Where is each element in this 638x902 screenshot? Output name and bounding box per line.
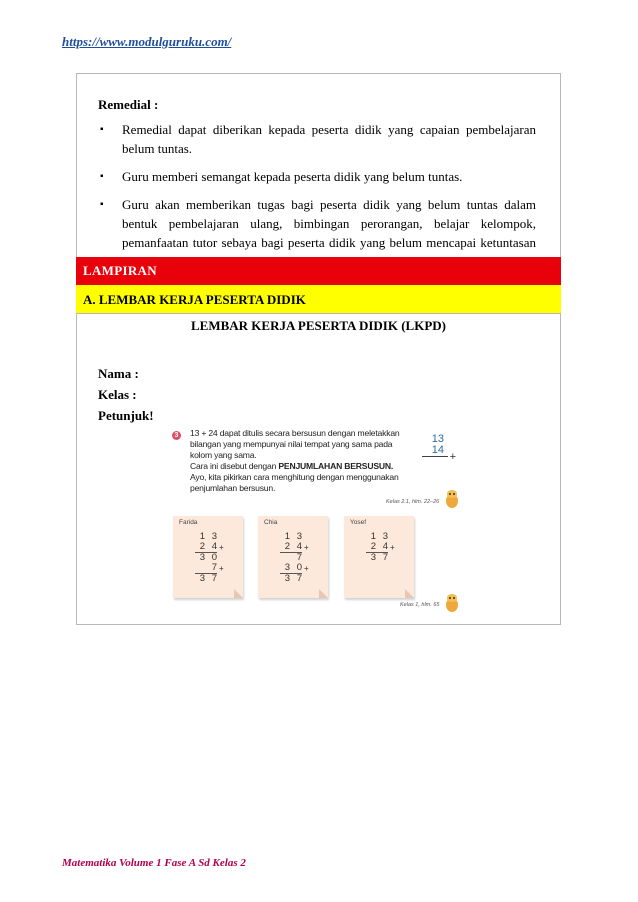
textbook-instruction	[190, 428, 408, 494]
lampiran-heading: LAMPIRAN	[83, 263, 157, 278]
sum-bottom-number: 14	[431, 444, 444, 456]
footer-text: Matematika Volume 1 Fase A Sd Kelas 2	[62, 857, 246, 869]
instruction-bold-term: PENJUMLAHAN BERSUSUN.	[278, 461, 394, 471]
plus-sign: +	[304, 564, 309, 573]
instruction-line: 13 + 24 dapat ditulis secara bersusun dengan meletakkan	[190, 428, 400, 438]
vertical-sum-example	[422, 433, 456, 467]
lampiran-band	[76, 257, 561, 285]
book-reference-2: Kelas 1, hlm. 65	[400, 602, 440, 608]
card-name: Chia	[264, 519, 278, 526]
card-row: 2 4	[370, 541, 390, 552]
problem-number-badge: 3	[172, 431, 181, 440]
card-name: Farida	[179, 519, 198, 526]
card-row: 1 3	[284, 531, 304, 542]
header-url-link[interactable]: https://www.modulguruku.com/	[62, 34, 232, 49]
page-fold	[405, 589, 414, 598]
card-row: 3 0	[284, 562, 304, 573]
plus-sign: +	[449, 451, 456, 463]
card-name: Yosef	[350, 519, 367, 526]
remedial-list	[98, 120, 536, 280]
card-row: 1 3	[199, 531, 219, 542]
bullet-icon: ▪	[100, 199, 104, 210]
plus-sign: +	[304, 543, 309, 552]
lembar-band	[76, 285, 561, 314]
instruction-line: kolom yang sama.	[190, 450, 257, 460]
instruction-line	[190, 461, 408, 472]
remedial-item-text: Guru memberi semangat kepada peserta didik yang belum tuntas.	[122, 169, 463, 184]
nama-label: Nama :	[98, 366, 139, 381]
card-row: 2 4	[284, 541, 304, 552]
card-chia	[258, 516, 328, 598]
remedial-item	[98, 120, 536, 158]
plus-sign: +	[390, 543, 395, 552]
remedial-title: Remedial :	[98, 97, 159, 112]
lembar-heading: A. LEMBAR KERJA PESERTA DIDIK	[83, 292, 306, 307]
instruction-line: Ayo, kita pikirkan cara menghitung dengan menggunakan	[190, 472, 399, 482]
instruction-line: bilangan yang mempunyai nilai tempat yang sama pada	[190, 439, 393, 449]
remedial-item-text: Remedial dapat diberikan kepada peserta didik yang capaian pembelajaran belum tuntas.	[122, 122, 536, 156]
remedial-item	[98, 167, 536, 186]
card-row: 3 7	[370, 552, 390, 563]
book-reference-1: Kelas 2.1, hlm. 22–26	[386, 499, 440, 505]
kelas-label: Kelas :	[98, 387, 137, 402]
petunjuk-label: Petunjuk!	[98, 408, 154, 423]
sum-top-number: 13	[431, 433, 444, 445]
plus-sign: +	[219, 543, 224, 552]
card-row: 3 0	[199, 552, 219, 563]
sum-rule	[422, 456, 448, 457]
card-row: 7	[296, 552, 304, 563]
lkpd-title: LEMBAR KERJA PESERTA DIDIK (LKPD)	[191, 318, 446, 333]
instruction-segment: Cara ini disebut dengan	[190, 461, 277, 471]
card-row: 3 7	[284, 573, 304, 584]
plus-sign: +	[219, 564, 224, 573]
page-fold	[234, 589, 243, 598]
instruction-line: penjumlahan bersusun.	[190, 483, 276, 493]
card-row: 7	[211, 562, 219, 573]
card-farida	[173, 516, 243, 598]
mascot-icon	[444, 490, 460, 510]
textbook-excerpt-image	[168, 428, 468, 624]
mascot-icon	[444, 594, 460, 614]
card-row: 2 4	[199, 541, 219, 552]
page-fold	[319, 589, 328, 598]
card-row: 3 7	[199, 573, 219, 584]
card-yosef	[344, 516, 414, 598]
bullet-icon: ▪	[100, 171, 104, 182]
bullet-icon: ▪	[100, 124, 104, 135]
remedial-item-text: Guru akan memberikan tugas bagi peserta didik yang belum tuntas dalam bentuk pembelajaran ulang, bimbingan perorangan, belajar kelompok, pemanfaatan tutor sebaya bagi peserta didik yang belum mencapai ketuntasan	[122, 197, 536, 250]
card-row: 1 3	[370, 531, 390, 542]
